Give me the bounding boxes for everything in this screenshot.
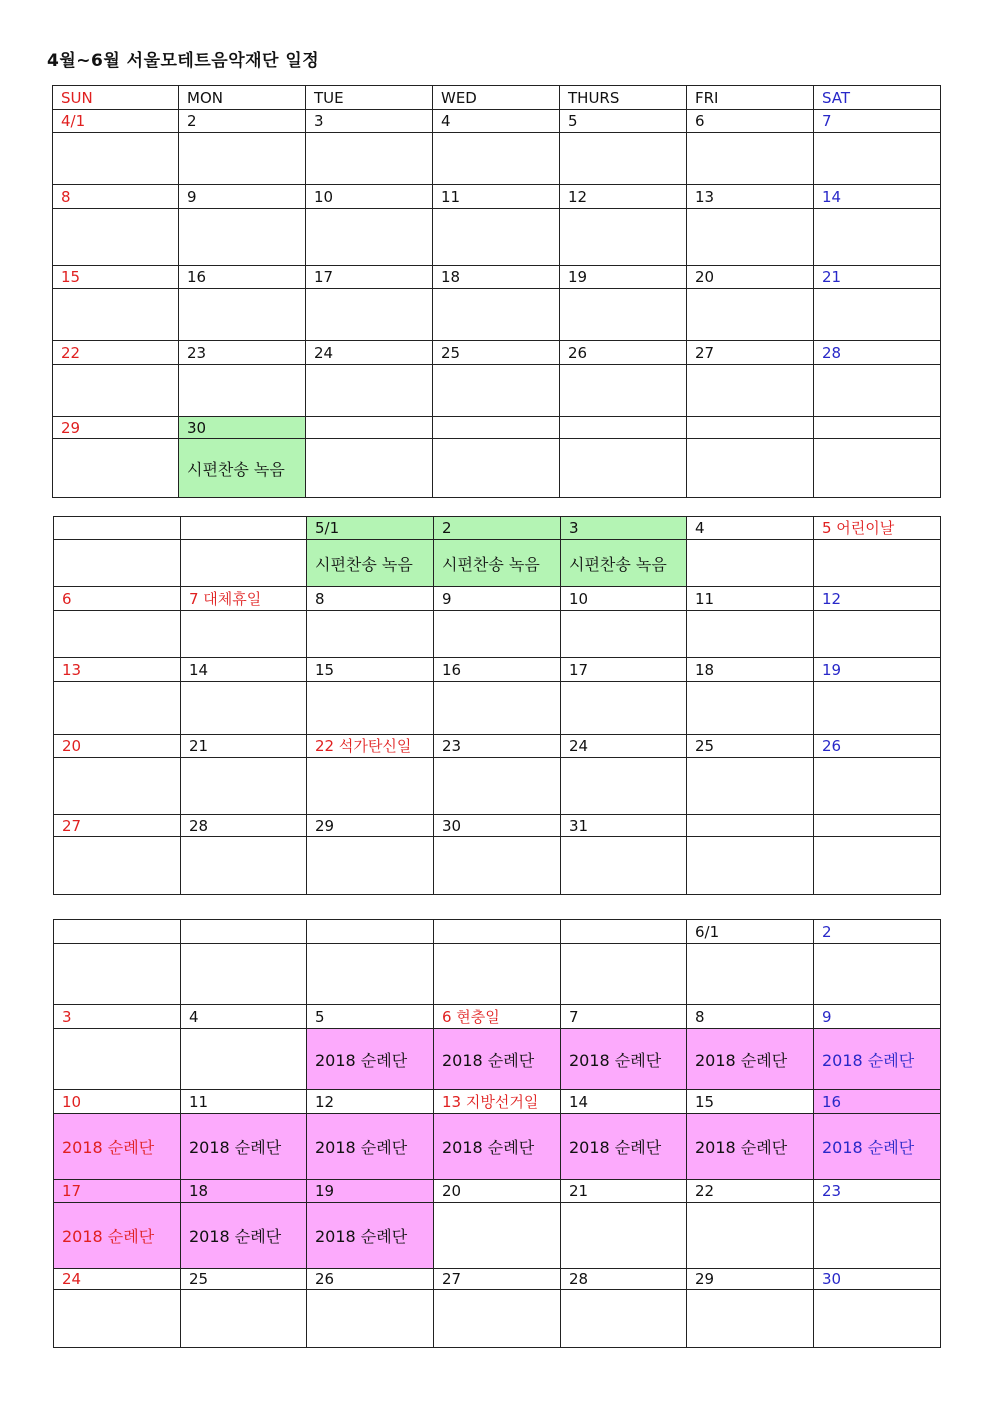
event-cell — [561, 611, 687, 658]
recording-event: 시편찬송 녹음 — [434, 540, 561, 587]
event-cell — [54, 837, 181, 895]
week-event-row — [53, 365, 941, 417]
event-cell — [560, 209, 687, 266]
date-cell: 27 — [687, 341, 814, 365]
date-cell: 8 — [53, 185, 179, 209]
date-cell — [181, 920, 307, 944]
date-cell: 24 — [306, 341, 433, 365]
event-cell — [687, 365, 814, 417]
date-cell: 14 — [181, 658, 307, 682]
week-event-row — [54, 1290, 941, 1348]
event-cell — [54, 758, 181, 815]
event-cell — [179, 133, 306, 185]
date-cell: 30 — [814, 1269, 941, 1290]
date-cell: 19 — [560, 266, 687, 289]
week-event-row — [54, 944, 941, 1005]
event-cell — [54, 682, 181, 735]
date-cell: 15 — [53, 266, 179, 289]
date-cell: 21 — [561, 1180, 687, 1203]
date-cell: 24 — [561, 735, 687, 758]
pilgrimage-event: 2018 순례단 — [561, 1114, 687, 1180]
date-cell: 18 — [433, 266, 560, 289]
event-cell — [814, 682, 941, 735]
date-cell: 9 — [814, 1005, 941, 1029]
date-cell — [54, 517, 181, 540]
week-date-row — [54, 1005, 941, 1029]
event-cell — [561, 1203, 687, 1269]
event-cell — [814, 133, 941, 185]
event-cell — [53, 289, 179, 341]
date-cell: 11 — [687, 587, 814, 611]
event-cell — [560, 439, 687, 498]
date-cell: 17 — [561, 658, 687, 682]
event-cell — [433, 289, 560, 341]
event-cell — [181, 1290, 307, 1348]
event-cell — [814, 1290, 941, 1348]
date-cell: 6 — [687, 110, 814, 133]
date-cell: 4/1 — [53, 110, 179, 133]
event-cell — [307, 611, 434, 658]
pilgrimage-event: 2018 순례단 — [434, 1114, 561, 1180]
event-cell — [687, 682, 814, 735]
date-cell: 7 — [814, 110, 941, 133]
date-cell: 16 — [434, 658, 561, 682]
date-cell: 2 — [434, 517, 561, 540]
holiday-date-cell: 6 현충일 — [434, 1005, 561, 1029]
date-cell: 10 — [306, 185, 433, 209]
event-cell — [181, 682, 307, 735]
event-cell — [181, 540, 307, 587]
pilgrimage-event: 2018 순례단 — [561, 1029, 687, 1090]
event-cell — [687, 837, 814, 895]
date-cell: 19 — [814, 658, 941, 682]
event-cell — [814, 540, 941, 587]
pilgrimage-event: 2018 순례단 — [307, 1114, 434, 1180]
event-cell — [181, 611, 307, 658]
date-cell: 3 — [306, 110, 433, 133]
pilgrimage-event: 2018 순례단 — [307, 1203, 434, 1269]
week-event-row — [53, 209, 941, 266]
week-date-row — [54, 1180, 941, 1203]
week-event-row — [54, 540, 941, 587]
event-cell — [54, 540, 181, 587]
holiday-date-cell: 7 대체휴일 — [181, 587, 307, 611]
date-cell: 14 — [814, 185, 941, 209]
date-cell: 11 — [181, 1090, 307, 1114]
holiday-date-cell: 5 어린이날 — [814, 517, 941, 540]
date-cell: 19 — [307, 1180, 434, 1203]
date-cell — [181, 517, 307, 540]
date-cell: 11 — [433, 185, 560, 209]
date-cell — [54, 920, 181, 944]
date-cell: 14 — [561, 1090, 687, 1114]
date-cell: 5/1 — [307, 517, 434, 540]
event-cell — [687, 758, 814, 815]
date-cell: 17 — [306, 266, 433, 289]
date-cell: 8 — [307, 587, 434, 611]
date-cell: 22 — [53, 341, 179, 365]
recording-event: 시편찬송 녹음 — [307, 540, 434, 587]
event-cell — [561, 758, 687, 815]
event-cell — [181, 944, 307, 1005]
date-cell: 8 — [687, 1005, 814, 1029]
date-cell: 20 — [54, 735, 181, 758]
week-event-row — [54, 611, 941, 658]
pilgrimage-event: 2018 순례단 — [814, 1114, 941, 1180]
week-date-row — [53, 185, 941, 209]
week-event-row — [54, 758, 941, 815]
date-cell: 29 — [53, 417, 179, 439]
pilgrimage-event: 2018 순례단 — [54, 1114, 181, 1180]
event-cell — [306, 209, 433, 266]
event-cell — [181, 1029, 307, 1090]
date-cell: 10 — [54, 1090, 181, 1114]
event-cell — [814, 1203, 941, 1269]
pilgrimage-event: 2018 순례단 — [814, 1029, 941, 1090]
date-cell: 30 — [179, 417, 306, 439]
week-date-row — [54, 1090, 941, 1114]
event-cell — [433, 209, 560, 266]
date-cell: 15 — [687, 1090, 814, 1114]
date-cell: 31 — [561, 815, 687, 837]
week-date-row — [53, 266, 941, 289]
date-cell: 27 — [54, 815, 181, 837]
event-cell — [687, 289, 814, 341]
header-tue: TUE — [306, 86, 433, 110]
event-cell — [434, 837, 561, 895]
pilgrimage-event: 2018 순례단 — [687, 1029, 814, 1090]
date-cell: 9 — [434, 587, 561, 611]
pilgrimage-event: 2018 순례단 — [307, 1029, 434, 1090]
event-cell — [687, 439, 814, 498]
recording-event: 시편찬송 녹음 — [179, 439, 306, 498]
date-cell: 3 — [54, 1005, 181, 1029]
week-date-row — [54, 1269, 941, 1290]
date-cell: 4 — [181, 1005, 307, 1029]
event-cell — [54, 944, 181, 1005]
date-cell: 2 — [814, 920, 941, 944]
event-cell — [53, 133, 179, 185]
date-cell — [306, 417, 433, 439]
event-cell — [181, 758, 307, 815]
date-cell: 18 — [181, 1180, 307, 1203]
date-cell: 28 — [181, 815, 307, 837]
week-date-row — [54, 517, 941, 540]
date-cell: 23 — [179, 341, 306, 365]
event-cell — [306, 365, 433, 417]
event-cell — [179, 289, 306, 341]
date-cell — [307, 920, 434, 944]
date-cell: 26 — [560, 341, 687, 365]
event-cell — [53, 439, 179, 498]
date-cell: 30 — [434, 815, 561, 837]
header-thurs: THURS — [560, 86, 687, 110]
event-cell — [54, 611, 181, 658]
event-cell — [434, 682, 561, 735]
date-cell: 12 — [814, 587, 941, 611]
date-cell: 16 — [179, 266, 306, 289]
event-cell — [433, 365, 560, 417]
date-cell: 6 — [54, 587, 181, 611]
date-cell: 27 — [434, 1269, 561, 1290]
date-cell: 16 — [814, 1090, 941, 1114]
week-date-row — [54, 815, 941, 837]
week-date-row — [54, 735, 941, 758]
date-cell: 23 — [434, 735, 561, 758]
event-cell — [814, 837, 941, 895]
date-cell: 25 — [433, 341, 560, 365]
week-date-row — [54, 658, 941, 682]
date-cell — [814, 815, 941, 837]
date-cell: 21 — [181, 735, 307, 758]
week-event-row — [54, 837, 941, 895]
week-date-row — [53, 110, 941, 133]
pilgrimage-event: 2018 순례단 — [687, 1114, 814, 1180]
weekday-header-row — [53, 86, 941, 110]
date-cell: 4 — [687, 517, 814, 540]
event-cell — [434, 1290, 561, 1348]
date-cell: 28 — [814, 341, 941, 365]
week-event-row — [53, 289, 941, 341]
event-cell — [687, 944, 814, 1005]
date-cell: 5 — [560, 110, 687, 133]
header-mon: MON — [179, 86, 306, 110]
event-cell — [561, 944, 687, 1005]
week-event-row — [54, 682, 941, 735]
date-cell: 7 — [561, 1005, 687, 1029]
event-cell — [560, 365, 687, 417]
date-cell: 13 — [54, 658, 181, 682]
event-cell — [814, 365, 941, 417]
date-cell — [687, 815, 814, 837]
event-cell — [54, 1029, 181, 1090]
week-event-row — [54, 1203, 941, 1269]
date-cell: 4 — [433, 110, 560, 133]
date-cell: 13 — [687, 185, 814, 209]
event-cell — [433, 133, 560, 185]
event-cell — [307, 944, 434, 1005]
week-event-row — [54, 1114, 941, 1180]
event-cell — [53, 365, 179, 417]
event-cell — [54, 1290, 181, 1348]
event-cell — [307, 758, 434, 815]
event-cell — [306, 289, 433, 341]
event-cell — [687, 1203, 814, 1269]
pilgrimage-event: 2018 순례단 — [181, 1114, 307, 1180]
event-cell — [561, 837, 687, 895]
event-cell — [307, 837, 434, 895]
event-cell — [306, 133, 433, 185]
event-cell — [560, 289, 687, 341]
date-cell: 5 — [307, 1005, 434, 1029]
date-cell: 3 — [561, 517, 687, 540]
event-cell — [181, 837, 307, 895]
date-cell — [434, 920, 561, 944]
page-title: 4월~6월 서울모테트음악재단 일정 — [47, 51, 320, 71]
date-cell: 18 — [687, 658, 814, 682]
date-cell: 21 — [814, 266, 941, 289]
event-cell — [434, 944, 561, 1005]
date-cell: 10 — [561, 587, 687, 611]
pilgrimage-event: 2018 순례단 — [434, 1029, 561, 1090]
event-cell — [434, 1203, 561, 1269]
event-cell — [687, 611, 814, 658]
holiday-date-cell: 13 지방선거일 — [434, 1090, 561, 1114]
may-calendar — [53, 516, 941, 895]
event-cell — [687, 1290, 814, 1348]
event-cell — [561, 682, 687, 735]
event-cell — [814, 758, 941, 815]
header-fri: FRI — [687, 86, 814, 110]
holiday-date-cell: 22 석가탄신일 — [307, 735, 434, 758]
event-cell — [561, 1290, 687, 1348]
april-calendar — [52, 85, 941, 498]
june-calendar — [53, 919, 941, 1348]
date-cell: 9 — [179, 185, 306, 209]
date-cell: 20 — [434, 1180, 561, 1203]
event-cell — [687, 540, 814, 587]
date-cell: 25 — [181, 1269, 307, 1290]
week-date-row — [53, 341, 941, 365]
event-cell — [814, 289, 941, 341]
event-cell — [814, 611, 941, 658]
date-cell: 26 — [307, 1269, 434, 1290]
date-cell — [814, 417, 941, 439]
event-cell — [433, 439, 560, 498]
event-cell — [560, 133, 687, 185]
header-sun: SUN — [53, 86, 179, 110]
date-cell — [433, 417, 560, 439]
event-cell — [307, 1290, 434, 1348]
event-cell — [814, 439, 941, 498]
week-event-row — [53, 133, 941, 185]
date-cell: 15 — [307, 658, 434, 682]
event-cell — [814, 944, 941, 1005]
date-cell: 17 — [54, 1180, 181, 1203]
date-cell: 28 — [561, 1269, 687, 1290]
event-cell — [179, 209, 306, 266]
date-cell: 12 — [307, 1090, 434, 1114]
header-sat: SAT — [814, 86, 941, 110]
week-date-row — [54, 920, 941, 944]
date-cell — [561, 920, 687, 944]
date-cell: 6/1 — [687, 920, 814, 944]
date-cell: 2 — [179, 110, 306, 133]
event-cell — [687, 133, 814, 185]
event-cell — [306, 439, 433, 498]
date-cell: 22 — [687, 1180, 814, 1203]
header-wed: WED — [433, 86, 560, 110]
event-cell — [687, 209, 814, 266]
date-cell: 29 — [687, 1269, 814, 1290]
date-cell: 29 — [307, 815, 434, 837]
week-event-row — [54, 1029, 941, 1090]
date-cell: 20 — [687, 266, 814, 289]
date-cell: 25 — [687, 735, 814, 758]
date-cell — [687, 417, 814, 439]
date-cell — [560, 417, 687, 439]
date-cell: 12 — [560, 185, 687, 209]
pilgrimage-event: 2018 순례단 — [181, 1203, 307, 1269]
pilgrimage-event: 2018 순례단 — [54, 1203, 181, 1269]
week-event-row — [53, 439, 941, 498]
date-cell: 26 — [814, 735, 941, 758]
event-cell — [434, 611, 561, 658]
week-date-row — [54, 587, 941, 611]
event-cell — [307, 682, 434, 735]
date-cell: 23 — [814, 1180, 941, 1203]
event-cell — [53, 209, 179, 266]
date-cell: 24 — [54, 1269, 181, 1290]
event-cell — [434, 758, 561, 815]
event-cell — [179, 365, 306, 417]
recording-event: 시편찬송 녹음 — [561, 540, 687, 587]
event-cell — [814, 209, 941, 266]
week-date-row — [53, 417, 941, 439]
